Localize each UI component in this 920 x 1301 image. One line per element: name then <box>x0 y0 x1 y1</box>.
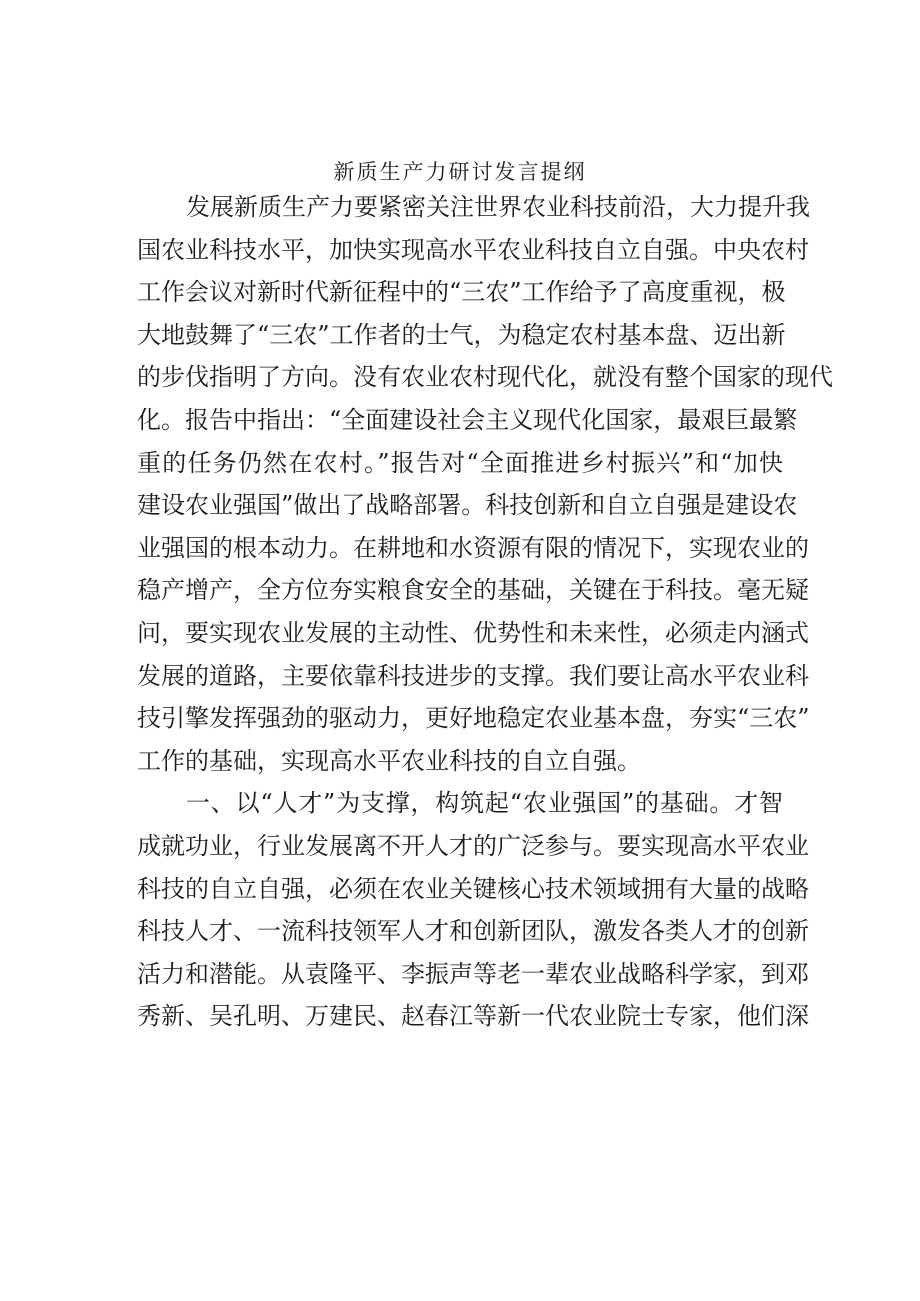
paragraph-line: 重的任务仍然在农村。”报告对“全面推进乡村振兴”和“加快 <box>137 448 783 477</box>
paragraph-line: 发展新质生产力要紧密关注世界农业科技前沿，大力提升我 <box>186 193 810 221</box>
paragraph-line: 技引擎发挥强劲的驱动力，更好地稳定农业基本盘，夯实“三农” <box>137 704 810 733</box>
paragraph-line: 一、以“人才”为支撑，构筑起“农业强国”的基础。才智 <box>186 789 783 818</box>
paragraph-1 <box>137 186 833 782</box>
paragraph-line: 工作的基础，实现高水平农业科技的自立自强。 <box>137 746 641 775</box>
paragraph-line: 工作会议对新时代新征程中的“三农”工作给予了高度重视，极 <box>137 278 786 307</box>
paragraph-line: 业强国的根本动力。在耕地和水资源有限的情况下，实现农业的 <box>137 533 809 562</box>
paragraph-line: 国农业科技水平，加快实现高水平农业科技自立自强。中央农村 <box>137 235 809 264</box>
paragraph-line: 化。报告中指出：“全面建设社会主义现代化国家，最艰巨最繁 <box>137 405 798 434</box>
document-title: 新质生产力研讨发言提纲 <box>333 160 587 184</box>
paragraph-line: 发展的道路，主要依靠科技进步的支撑。我们要让高水平农业科 <box>137 661 809 690</box>
document-body <box>137 186 833 1038</box>
paragraph-line: 活力和潜能。从袁隆平、李振声等老一辈农业战略科学家，到邓 <box>137 959 809 988</box>
paragraph-line: 科技人才、一流科技领军人才和创新团队，激发各类人才的创新 <box>137 917 809 946</box>
paragraph-line: 稳产增产，全方位夯实粮食安全的基础，关键在于科技。毫无疑 <box>137 576 809 605</box>
paragraph-line: 大地鼓舞了“三农”工作者的士气，为稳定农村基本盘、迈出新 <box>137 320 786 349</box>
paragraph-line: 秀新、吴孔明、万建民、赵春江等新一代农业院士专家，他们深 <box>137 1002 809 1031</box>
paragraph-line: 建设农业强国”做出了战略部署。科技创新和自立自强是建设农 <box>137 491 798 520</box>
paragraph-line: 问，要实现农业发展的主动性、优势性和未来性，必须走内涵式 <box>137 618 809 647</box>
paragraph-line: 的步伐指明了方向。没有农业农村现代化，就没有整个国家的现代 <box>137 363 833 392</box>
paragraph-line: 成就功业，行业发展离不开人才的广泛参与。要实现高水平农业 <box>137 831 809 860</box>
paragraph-2 <box>137 782 809 1038</box>
paragraph-line: 科技的自立自强，必须在农业关键核心技术领域拥有大量的战略 <box>137 874 809 903</box>
